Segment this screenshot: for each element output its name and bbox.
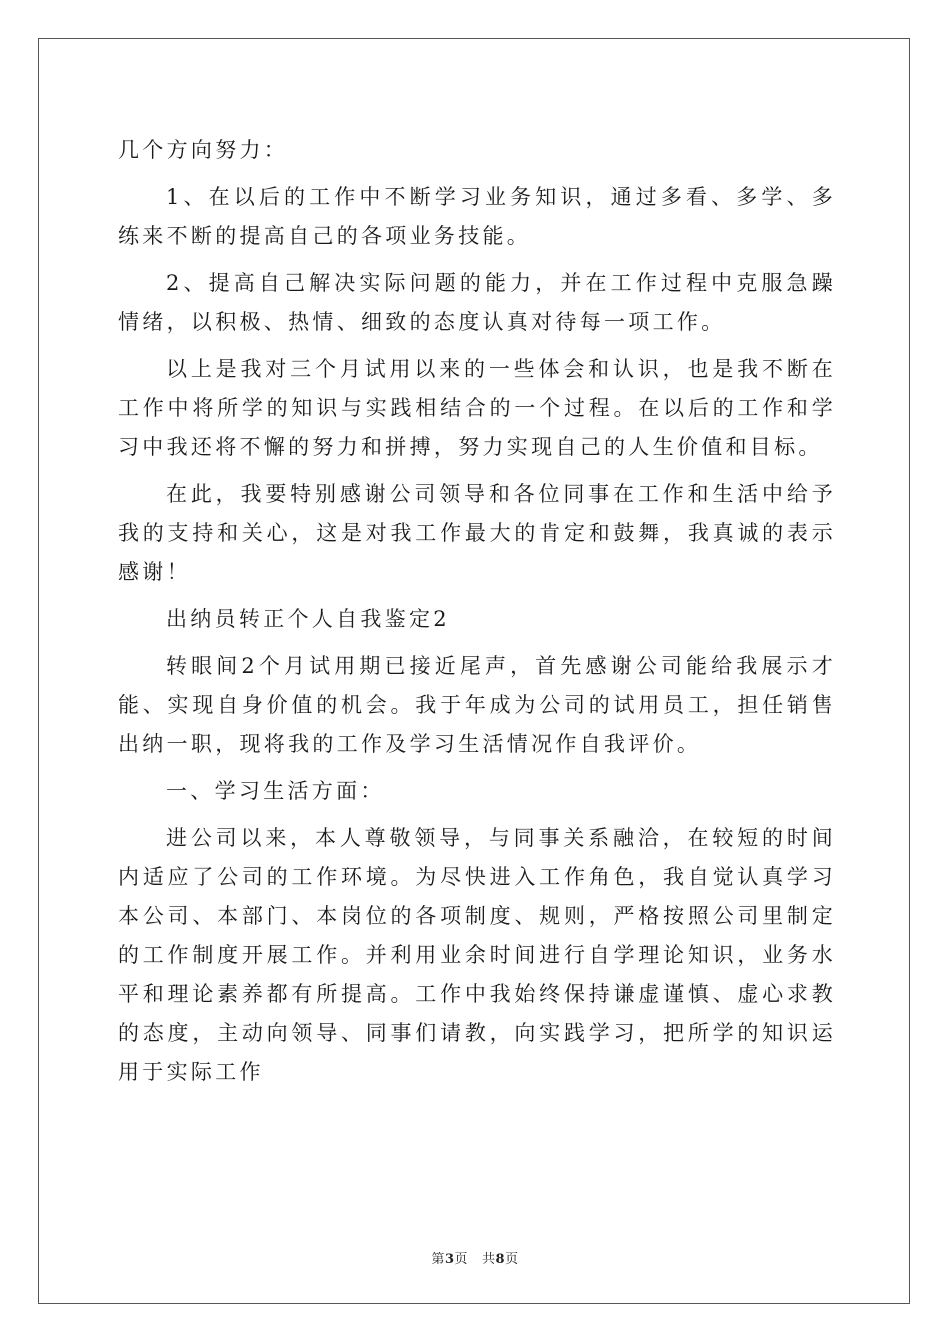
total-pages: 8: [495, 1252, 506, 1267]
paragraph: 2、提高自己解决实际问题的能力，并在工作过程中克服急躁情绪，以积极、热情、细致的态度认真对待每一项工作。: [118, 271, 836, 334]
document-body: [118, 131, 836, 1092]
section-heading: 出纳员转正个人自我鉴定2: [166, 607, 450, 631]
paragraph: 1、在以后的工作中不断学习业务知识，通过多看、多学、多练来不断的提高自己的各项业务技能。: [118, 185, 836, 248]
page-prefix: 第: [431, 1252, 445, 1267]
total-suffix: 页: [505, 1252, 519, 1267]
total-prefix: 共: [482, 1252, 496, 1267]
page-suffix: 页: [454, 1252, 468, 1267]
page-footer: [0, 1248, 950, 1267]
page-number: 3: [444, 1252, 455, 1267]
paragraph: 进公司以来，本人尊敬领导，与同事关系融洽，在较短的时间内适应了公司的工作环境。为尽快进入工作角色，我自觉认真学习本公司、本部门、本岗位的各项制度、规则，严格按照公司里制定的工作制度开展工作。并利用业余时间进行自学理论知识，业务水平和理论素养都有所提高。工作中我始终保持谦虚谨慎、虚心求教的态度，主动向领导、同事们请教，向实践学习，把所学的知识运用于实际工作: [118, 826, 836, 1084]
paragraph: 转眼间2个月试用期已接近尾声，首先感谢公司能给我展示才能、实现自身价值的机会。我于年成为公司的试用员工，担任销售出纳一职，现将我的工作及学习生活情况作自我评价。: [118, 654, 836, 756]
paragraph: 几个方向努力：: [118, 138, 289, 162]
paragraph: 以上是我对三个月试用以来的一些体会和认识，也是我不断在工作中将所学的知识与实践相结合的一个过程。在以后的工作和学习中我还将不懈的努力和拼搏，努力实现自己的人生价值和目标。: [118, 357, 836, 459]
section-heading: 一、学习生活方面：: [166, 779, 385, 803]
paragraph: 在此，我要特别感谢公司领导和各位同事在工作和生活中给予我的支持和关心，这是对我工作最大的肯定和鼓舞，我真诚的表示感谢！: [118, 482, 836, 584]
